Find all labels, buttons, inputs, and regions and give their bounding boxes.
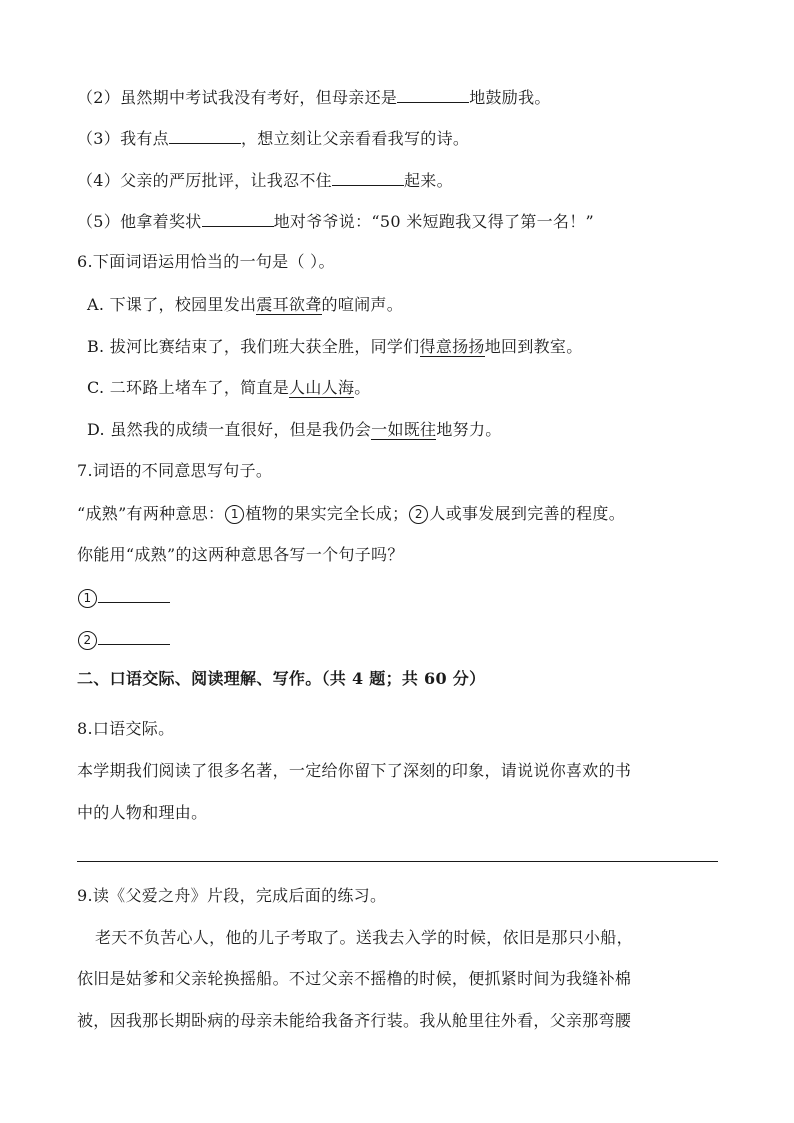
answer-blank[interactable] [98, 628, 170, 645]
answer-line[interactable] [77, 861, 718, 862]
circled-two-marker: 2 [409, 505, 428, 524]
q5-item-2 [77, 86, 551, 109]
q5-item-5-suffix: 地对爷爷说：“50 米短跑我又得了第一名！” [273, 212, 594, 231]
option-c-prefix: C. 二环路上堵车了，简直是 [87, 378, 290, 397]
answer-blank[interactable] [169, 127, 241, 144]
q5-item-2-prefix: （2）虽然期中考试我没有考好，但母亲还是 [77, 88, 398, 107]
option-d-underlined-word: 一如既往 [371, 420, 437, 439]
q9-stem: 9.读《父爱之舟》片段，完成后面的练习。 [77, 886, 387, 905]
q7-stem: 7.词语的不同意思写句子。 [77, 461, 273, 480]
option-d-prefix: D. 虽然我的成绩一直很好，但是我仍会 [87, 420, 372, 439]
q9-passage-line-2: 依旧是姑爹和父亲轮换摇船。不过父亲不摇橹的时候，便抓紧时间为我缝补棉 [77, 969, 632, 988]
q6-stem: 6.下面词语运用恰当的一句是（ ）。 [77, 252, 335, 271]
option-c-underlined-word: 人山人海 [289, 378, 355, 397]
q5-item-3-prefix: （3）我有点 [77, 129, 169, 148]
q7-answer-2 [77, 628, 170, 651]
option-b-prefix: B. 拔河比赛结束了，我们班大获全胜，同学们 [87, 337, 420, 356]
q7-question: 你能用“成熟”的这两种意思各写一个句子吗？ [77, 545, 404, 564]
answer-blank[interactable] [202, 210, 274, 227]
q5-item-2-suffix: 地鼓励我。 [469, 88, 551, 107]
q8-stem: 8.口语交际。 [77, 719, 175, 738]
q5-item-5-prefix: （5）他拿着奖状 [77, 212, 202, 231]
q6-option-d[interactable] [87, 419, 502, 441]
q7-definition-lead: “成熟”有两种意思： [77, 504, 225, 523]
answer-blank[interactable] [397, 86, 469, 103]
q6-option-c[interactable] [87, 377, 371, 399]
option-b-suffix: 地回到教室。 [484, 337, 583, 356]
option-c-suffix: 。 [354, 378, 371, 397]
q7-definition [77, 503, 625, 525]
q6-option-a[interactable] [87, 294, 403, 316]
circled-two-marker: 2 [78, 631, 97, 650]
q5-item-4 [77, 169, 453, 192]
option-a-prefix: A. 下课了，校园里发出 [87, 295, 257, 314]
q8-prompt-line-2: 中的人物和理由。 [77, 803, 208, 822]
q5-item-3 [77, 127, 469, 150]
circled-one-marker: 1 [78, 589, 97, 608]
q7-answer-1 [77, 586, 170, 609]
answer-blank[interactable] [332, 169, 404, 186]
q5-item-5 [77, 210, 594, 233]
q6-option-b[interactable] [87, 336, 583, 358]
q9-passage-line-1: 老天不负苦心人，他的儿子考取了。送我去入学的时候，依旧是那只小船， [95, 928, 633, 947]
option-d-suffix: 地努力。 [436, 420, 502, 439]
circled-one-marker: 1 [225, 505, 244, 524]
q9-passage-line-3: 被，因我那长期卧病的母亲未能给我备齐行装。我从舱里往外看，父亲那弯腰 [77, 1011, 632, 1030]
q7-meaning-two: 人或事发展到完善的程度。 [429, 504, 625, 523]
q5-item-3-suffix: ，想立刻让父亲看看我写的诗。 [240, 129, 470, 148]
q7-meaning-one: 植物的果实完全长成； [245, 504, 409, 523]
q5-item-4-suffix: 起来。 [403, 171, 453, 190]
option-b-underlined-word: 得意扬扬 [419, 337, 485, 356]
section-two-heading: 二、口语交际、阅读理解、写作。（共 4 题；共 60 分） [77, 669, 486, 688]
q5-item-4-prefix: （4）父亲的严厉批评，让我忍不住 [77, 171, 332, 190]
option-a-suffix: 的喧闹声。 [321, 295, 404, 314]
option-a-underlined-word: 震耳欲聋 [256, 295, 322, 314]
answer-blank[interactable] [98, 586, 170, 603]
q8-prompt-line-1: 本学期我们阅读了很多名著，一定给你留下了深刻的印象，请说说你喜欢的书 [77, 761, 632, 780]
